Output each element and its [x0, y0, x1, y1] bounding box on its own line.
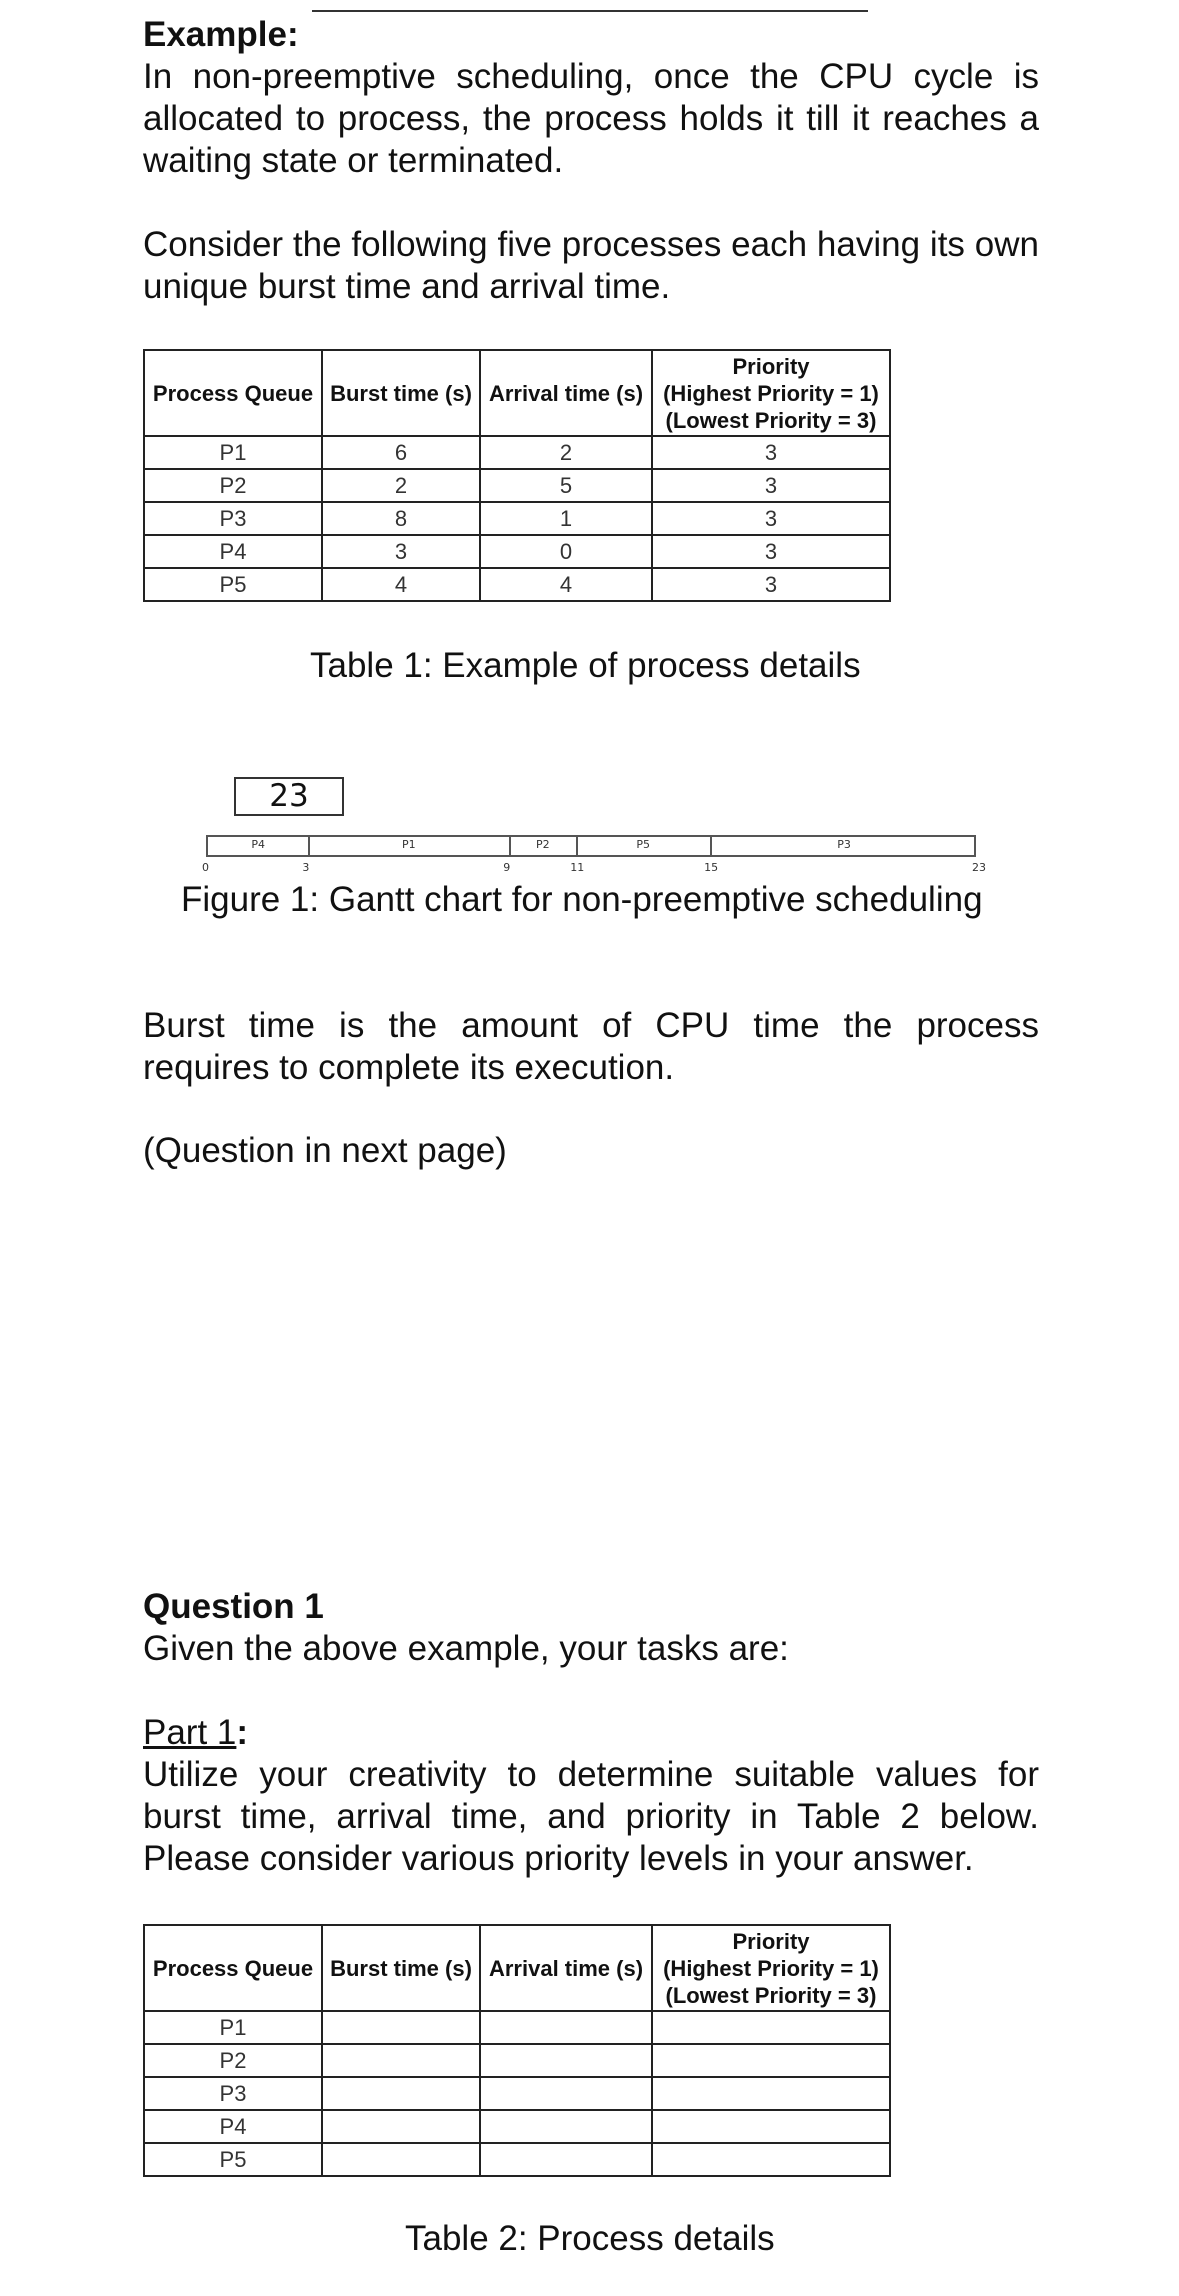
cell-arrival-empty[interactable] — [480, 2110, 652, 2143]
cell-burst: 3 — [322, 535, 480, 568]
cell-arrival-empty[interactable] — [480, 2044, 652, 2077]
cell-arrival-empty[interactable] — [480, 2011, 652, 2044]
table-row — [144, 436, 890, 469]
gantt-tick-11: 11 — [570, 861, 585, 874]
table-row — [144, 2110, 890, 2143]
figure1-caption: Figure 1: Gantt chart for non-preemptive scheduling — [181, 880, 983, 919]
cell-process: P2 — [144, 469, 322, 502]
cell-priority: 3 — [652, 502, 890, 535]
table-header-row — [144, 1925, 890, 2011]
cell-arrival: 4 — [480, 568, 652, 601]
priority-highest-note: (Highest Priority = 1) — [663, 380, 879, 406]
part1-label — [143, 1712, 1039, 1754]
cell-burst-empty[interactable] — [322, 2143, 480, 2176]
next-page-note: (Question in next page) — [143, 1131, 507, 1170]
gantt-divider — [576, 837, 578, 855]
table1-caption: Table 1: Example of process details — [310, 646, 861, 685]
header-priority — [652, 1925, 890, 2011]
example-heading: Example: — [143, 15, 299, 54]
table-row — [144, 2077, 890, 2110]
example-paragraph-2: Consider the following five processes each having its own unique burst time and arrival time. — [143, 225, 1039, 306]
gantt-divider — [710, 837, 712, 855]
cell-priority-empty[interactable] — [652, 2110, 890, 2143]
cell-arrival-empty[interactable] — [480, 2077, 652, 2110]
cell-process: P1 — [144, 2011, 322, 2044]
table-row — [144, 2044, 890, 2077]
header-burst-time: Burst time (s) — [322, 1925, 480, 2011]
header-process-queue: Process Queue — [144, 1925, 322, 2011]
question1-intro: Given the above example, your tasks are: — [143, 1629, 789, 1668]
table-row — [144, 535, 890, 568]
gantt-segment-p2: P2 — [535, 838, 550, 851]
priority-highest-note: (Highest Priority = 1) — [663, 1955, 879, 1981]
cell-process: P5 — [144, 2143, 322, 2176]
table-header-row — [144, 350, 890, 436]
gantt-segment-p3: P3 — [837, 838, 851, 851]
top-rule — [312, 10, 868, 12]
cell-process: P2 — [144, 2044, 322, 2077]
part1-label-text: Part 1 — [143, 1713, 237, 1752]
priority-lowest-note: (Lowest Priority = 3) — [665, 1982, 877, 2008]
cell-priority-empty[interactable] — [652, 2011, 890, 2044]
cell-burst: 8 — [322, 502, 480, 535]
gantt-tick-9: 9 — [503, 861, 511, 874]
header-burst-time: Burst time (s) — [322, 350, 480, 436]
question1-heading: Question 1 — [143, 1587, 324, 1626]
gantt-chart — [206, 835, 976, 857]
priority-label: Priority — [732, 1928, 810, 1954]
gantt-total-box: 23 — [234, 777, 344, 816]
table-row — [144, 469, 890, 502]
cell-priority: 3 — [652, 436, 890, 469]
cell-process: P3 — [144, 2077, 322, 2110]
cell-burst-empty[interactable] — [322, 2011, 480, 2044]
table-row — [144, 502, 890, 535]
cell-arrival: 5 — [480, 469, 652, 502]
cell-burst: 6 — [322, 436, 480, 469]
cell-process: P1 — [144, 436, 322, 469]
header-arrival-time: Arrival time (s) — [480, 1925, 652, 2011]
cell-arrival-empty[interactable] — [480, 2143, 652, 2176]
gantt-tick-23: 23 — [972, 861, 986, 874]
part1-colon: : — [236, 1713, 249, 1752]
cell-burst: 4 — [322, 568, 480, 601]
burst-time-definition: Burst time is the amount of CPU time the process requires to complete its execution. — [143, 1006, 1039, 1087]
header-process-queue: Process Queue — [144, 350, 322, 436]
gantt-divider — [509, 837, 511, 855]
priority-label: Priority — [732, 353, 810, 379]
cell-burst-empty[interactable] — [322, 2077, 480, 2110]
cell-burst-empty[interactable] — [322, 2110, 480, 2143]
header-arrival-time: Arrival time (s) — [480, 350, 652, 436]
table2-caption: Table 2: Process details — [405, 2219, 775, 2258]
cell-priority: 3 — [652, 568, 890, 601]
cell-process: P5 — [144, 568, 322, 601]
part1-text: Utilize your creativity to determine suitable values for burst time, arrival time, and priority in Table 2 below. Please consider various priority levels in your answer. — [143, 1755, 1039, 1878]
header-priority — [652, 350, 890, 436]
cell-process: P3 — [144, 502, 322, 535]
cell-burst-empty[interactable] — [322, 2044, 480, 2077]
cell-process: P4 — [144, 2110, 322, 2143]
gantt-tick-0: 0 — [202, 861, 209, 874]
cell-process: P4 — [144, 535, 322, 568]
cell-burst: 2 — [322, 469, 480, 502]
cell-arrival: 1 — [480, 502, 652, 535]
table-row — [144, 2011, 890, 2044]
cell-arrival: 2 — [480, 436, 652, 469]
table-row — [144, 2143, 890, 2176]
gantt-segment-p4: P4 — [251, 838, 266, 851]
gantt-tick-15: 15 — [704, 861, 719, 874]
example-paragraph-1: In non-preemptive scheduling, once the CPU cycle is allocated to process, the process holds it till it reaches a waiting state or terminated. — [143, 57, 1039, 180]
table-row — [144, 568, 890, 601]
cell-priority-empty[interactable] — [652, 2044, 890, 2077]
cell-priority-empty[interactable] — [652, 2077, 890, 2110]
process-table-2 — [143, 1924, 891, 2177]
cell-arrival: 0 — [480, 535, 652, 568]
priority-lowest-note: (Lowest Priority = 3) — [665, 407, 877, 433]
cell-priority: 3 — [652, 469, 890, 502]
cell-priority-empty[interactable] — [652, 2143, 890, 2176]
process-table-1 — [143, 349, 891, 602]
gantt-tick-3: 3 — [302, 861, 310, 874]
gantt-divider — [308, 837, 310, 855]
cell-priority: 3 — [652, 535, 890, 568]
gantt-segment-p5: P5 — [636, 838, 651, 851]
gantt-segment-p1: P1 — [402, 838, 416, 851]
